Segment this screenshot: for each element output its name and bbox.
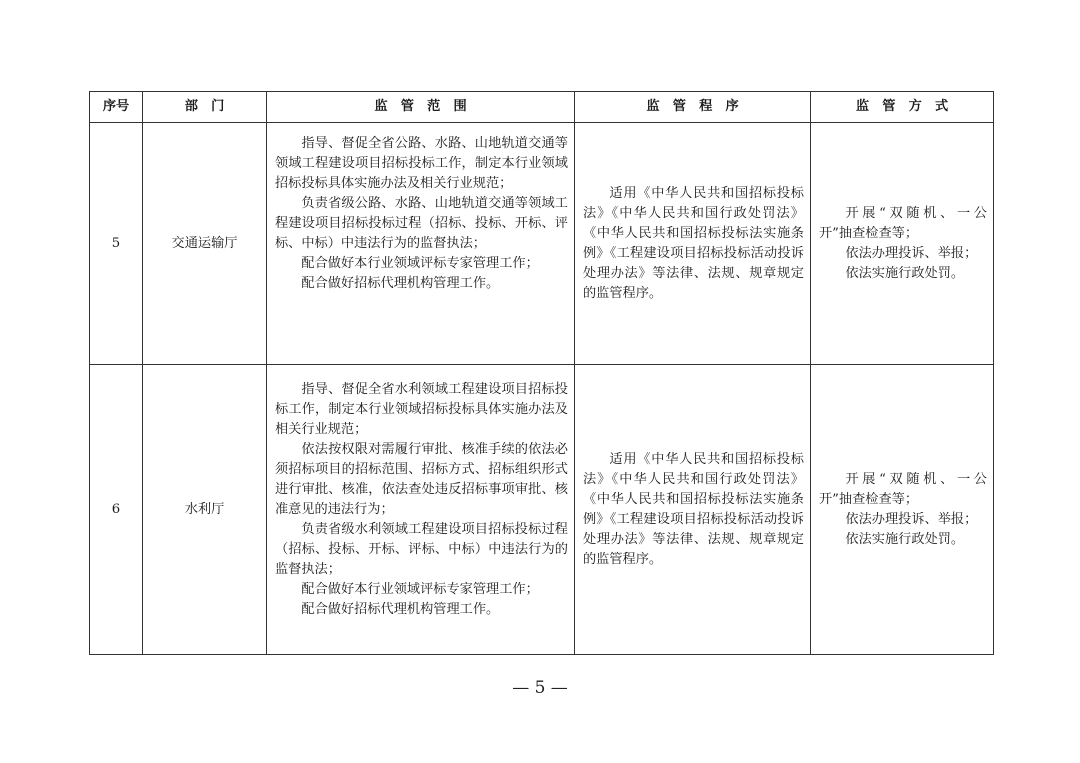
row-department: 水利厅 [143, 365, 267, 655]
method-paragraph: 开展“双随机、一公开”抽查检查等； [819, 471, 987, 507]
header-scope: 监 管 范 围 [267, 92, 575, 123]
header-department: 部 门 [143, 92, 267, 123]
scope-paragraph: 配合做好招标代理机构管理工作。 [301, 602, 500, 617]
method-paragraph: 依法实施行政处罚。 [845, 531, 965, 547]
row-index: 6 [90, 365, 143, 655]
header-procedure: 监 管 程 序 [575, 92, 811, 123]
row-scope [267, 123, 575, 365]
scope-paragraph: 配合做好招标代理机构管理工作。 [301, 276, 500, 291]
table-row [90, 123, 994, 365]
scope-paragraph: 负责省级水利领域工程建设项目招标投标过程（招标、投标、开标、评标、中标）中违法行为的监督执法； [275, 522, 568, 577]
row-procedure [575, 123, 811, 365]
method-paragraph: 依法办理投诉、举报； [845, 245, 978, 261]
scope-paragraph: 配合做好本行业领域评标专家管理工作； [301, 256, 539, 271]
row-method [811, 123, 994, 365]
method-paragraph: 开展“双随机、一公开”抽查检查等； [819, 205, 987, 241]
method-paragraph: 依法实施行政处罚。 [845, 265, 965, 281]
procedure-text: 适用《中华人民共和国招标投标法》《中华人民共和国行政处罚法》《中华人民共和国招标投标法实施条例》《工程建设项目招标投标活动投诉处理办法》等法律、法规、规章规定的监管程序。 [583, 185, 804, 301]
table-row [90, 365, 994, 655]
scope-paragraph: 指导、督促全省公路、水路、山地轨道交通等领域工程建设项目招标投标工作，制定本行业领域招标投标具体实施办法及相关行业规范； [275, 136, 568, 191]
procedure-text: 适用《中华人民共和国招标投标法》《中华人民共和国行政处罚法》《中华人民共和国招标投标法实施条例》《工程建设项目招标投标活动投诉处理办法》等法律、法规、规章规定的监管程序。 [583, 451, 804, 567]
table-header-row [90, 92, 994, 123]
row-index: 5 [90, 123, 143, 365]
row-method [811, 365, 994, 655]
regulation-table [89, 91, 994, 655]
scope-paragraph: 负责省级公路、水路、山地轨道交通等领域工程建设项目招标投标过程（招标、投标、开标、评标、中标）中违法行为的监督执法； [275, 196, 568, 251]
row-scope [267, 365, 575, 655]
page-number: — 5 — [512, 678, 568, 698]
scope-paragraph: 指导、督促全省水利领域工程建设项目招标投标工作，制定本行业领域招标投标具体实施办法及相关行业规范； [275, 382, 568, 437]
method-paragraph: 依法办理投诉、举报； [845, 511, 978, 527]
scope-paragraph: 配合做好本行业领域评标专家管理工作； [301, 582, 539, 597]
row-department: 交通运输厅 [143, 123, 267, 365]
row-procedure [575, 365, 811, 655]
header-index: 序号 [90, 92, 143, 123]
header-method: 监 管 方 式 [811, 92, 994, 123]
scope-paragraph: 依法按权限对需履行审批、核准手续的依法必须招标项目的招标范围、招标方式、招标组织形式进行审批、核准，依法查处违反招标事项审批、核准意见的违法行为； [275, 442, 568, 517]
